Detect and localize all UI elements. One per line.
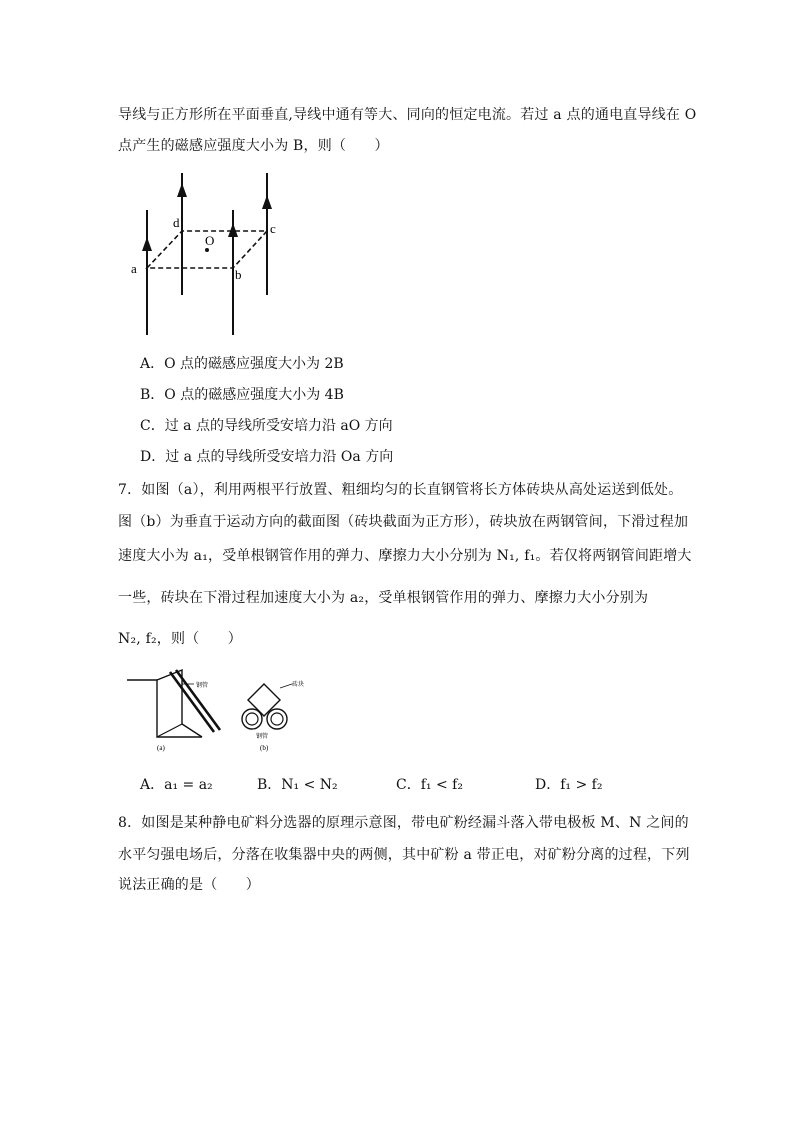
q8-line-1: 8．如图是某种静电矿料分选器的原理示意图，带电矿粉经漏斗落入带电极板 M、N 之间的 (118, 815, 689, 831)
q6-intro-line-2: 点产生的磁感应强度大小为 B，则（ ） (118, 138, 389, 154)
q6-option-a: A．O 点的磁感应强度大小为 2B (140, 356, 344, 372)
q7-line-2: 图（b）为垂直于运动方向的截面图（砖块截面为正方形），砖块放在两钢管间，下滑过程加 (118, 514, 689, 530)
q6-option-b: B．O 点的磁感应强度大小为 4B (140, 387, 344, 403)
fig-b-caption: (b) (260, 744, 269, 752)
q6-option-c: C．过 a 点的导线所受安培力沿 aO 方向 (140, 418, 393, 434)
q7-line-1: 7．如图（a），利用两根平行放置、粗细均匀的长直钢管将长方体砖块从高处运送到低处。 (118, 482, 683, 498)
q6-square-wires-figure (125, 165, 295, 340)
q7-line-5: N₂, f₂，则（ ） (118, 631, 242, 647)
label-O: O (205, 233, 215, 248)
q7-option-a: A．a₁ = a₂ (140, 777, 213, 793)
fig-b-label-bottom: 钢管 (256, 734, 269, 740)
fig-a-label: 钢管 (196, 683, 209, 689)
label-d: d (173, 215, 180, 230)
q8-line-2: 水平匀强电场后，分落在收集器中央的两侧，其中矿粉 a 带正电，对矿粉分离的过程，下列 (118, 847, 690, 863)
q6-intro-line-1: 导线与正方形所在平面垂直,导线中通有等大、同向的恒定电流。若过 a 点的通电直导线在 O (118, 107, 697, 123)
label-a: a (131, 261, 137, 276)
q6-option-d: D．过 a 点的导线所受安培力沿 Oa 方向 (140, 449, 394, 465)
fig-b-label-top: 砖块 (292, 682, 305, 688)
q7-option-c: C．f₁ < f₂ (396, 777, 463, 793)
q8-line-3: 说法正确的是（ ） (118, 877, 260, 893)
q7-line-3: 速度大小为 a₁，受单根钢管作用的弹力、摩擦力大小分别为 N₁, f₁。若仅将两钢管间距增大 (118, 548, 692, 564)
fig-a-caption: (a) (157, 744, 165, 752)
q7-figures (122, 662, 312, 762)
label-c: c (270, 221, 276, 236)
label-b: b (235, 267, 242, 282)
q7-line-4: 一些，砖块在下滑过程加速度大小为 a₂，受单根钢管作用的弹力、摩擦力大小分别为 (118, 590, 649, 606)
q7-option-d: D．f₁ > f₂ (535, 777, 603, 793)
q7-option-b: B．N₁ < N₂ (257, 777, 338, 793)
